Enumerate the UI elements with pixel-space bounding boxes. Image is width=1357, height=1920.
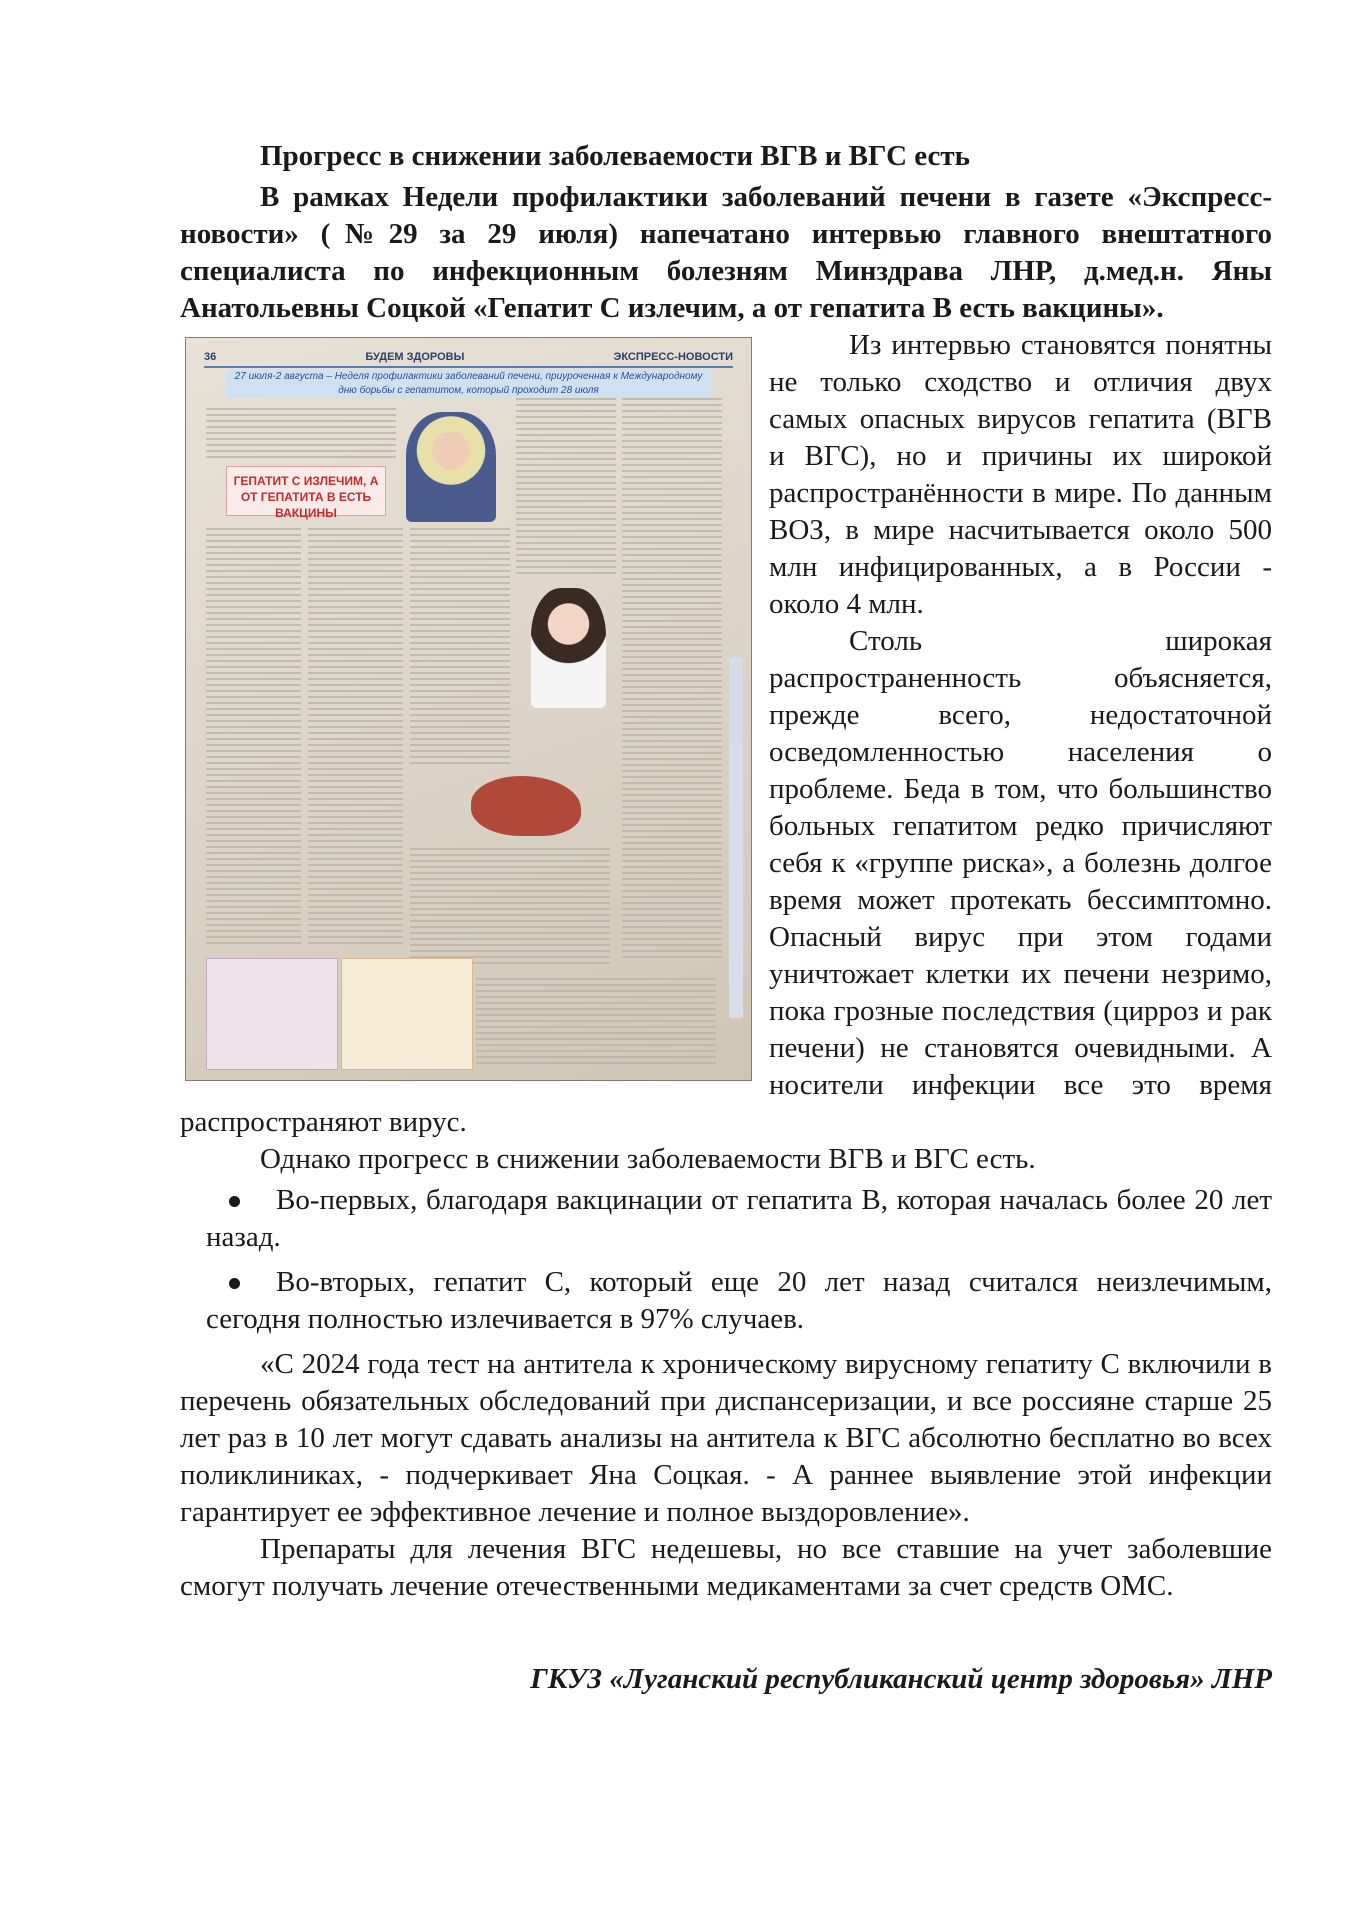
newspaper-page-number: 36 bbox=[204, 351, 217, 363]
article-lead: В рамках Недели профилактики заболеваний печени в газете «Экспресс-новости» (№29 за 29 июля) напечатано интервью главного внештатного специалиста по инфекционным болезням Минздрава ЛНР, д.мед.н. Яны Анатольевны Соцкой «Гепатит С излечим, а от гепатита В есть вакцины». bbox=[180, 181, 1272, 324]
newspaper-ad-box bbox=[341, 958, 473, 1070]
newspaper-text-block bbox=[206, 408, 396, 458]
paragraph-5: Препараты для лечения ВГС недешевы, но все ставшие на учет заболевшие смогут получать лечение отечественными медикаментами за счет средств ОМС. bbox=[180, 1533, 1272, 1602]
newspaper-headline: ГЕПАТИТ С ИЗЛЕЧИМ, А ОТ ГЕПАТИТА В ЕСТЬ ВАКЦИНЫ bbox=[226, 466, 386, 516]
bullet-icon bbox=[229, 1278, 240, 1289]
newspaper-column bbox=[410, 848, 610, 968]
bullet-icon bbox=[229, 1196, 240, 1207]
bullet-text: Во-вторых, гепатит С, который еще 20 лет назад считался неизлечимым, сегодня полностью излечивается в 97% случаев. bbox=[206, 1266, 1272, 1335]
bullet-list bbox=[180, 1182, 1272, 1338]
newspaper-section: БУДЕМ ЗДОРОВЫ bbox=[365, 351, 465, 363]
newspaper-photo bbox=[185, 337, 752, 1081]
newspaper-side-strip bbox=[729, 658, 743, 1018]
bullet-item bbox=[180, 1264, 1272, 1338]
newspaper-column bbox=[476, 978, 716, 1068]
bullet-item bbox=[180, 1182, 1272, 1256]
newspaper-doctor-photo bbox=[531, 588, 606, 708]
newspaper-ad-box bbox=[206, 958, 338, 1070]
paragraph-3: Однако прогресс в снижении заболеваемости ВГВ и ВГС есть. bbox=[260, 1143, 1036, 1175]
paragraph-1: Из интервью становятся понятны не только сходство и отличия двух самых опасных вирусов гепатита (ВГВ и ВГС), но и причины их широкой распространённости в мире. По данным ВОЗ, в мире насчитывается около 500 млн инфицированных, а в России - около 4 млн. bbox=[769, 329, 1272, 620]
newspaper-title: ЭКСПРЕСС-НОВОСТИ bbox=[613, 351, 733, 363]
newspaper-column bbox=[308, 528, 403, 948]
signature: ГКУЗ «Луганский республиканский центр здоровья» ЛНР bbox=[530, 1663, 1272, 1695]
article-title: Прогресс в снижении заболеваемости ВГВ и ВГС есть bbox=[260, 140, 970, 172]
newspaper-column bbox=[516, 398, 616, 578]
paragraph-2: Столь широкая распространенность объясняется, прежде всего, недостаточной осведомленностью населения о проблеме. Беда в том, что большинство больных гепатитом редко причисляют себя к «группе риска», а болезнь долгое время может протекать бессимптомно. Опасный вирус при этом годами уничтожает клетки их печени незримо, пока грозные последствия (цирроз и рак печени) не становятся очевидными. А носители инфекции все это время распространяют вирус. bbox=[180, 625, 1272, 1138]
document-page bbox=[180, 138, 1272, 1727]
newspaper-banner: 27 июля-2 августа – Неделя профилактики заболеваний печени, приуроченная к Международному дню борьбы с гепатитом, который проходит 28 июля bbox=[226, 370, 711, 398]
newspaper-header bbox=[204, 348, 733, 368]
liver-illustration bbox=[471, 776, 581, 836]
newspaper-column bbox=[622, 398, 722, 958]
newspaper-portrait-photo bbox=[406, 412, 496, 522]
newspaper-column bbox=[206, 528, 301, 948]
newspaper-column bbox=[410, 528, 510, 768]
bullet-text: Во-первых, благодаря вакцинации от гепатита В, которая началась более 20 лет назад. bbox=[206, 1184, 1272, 1253]
paragraph-4: «С 2024 года тест на антитела к хроническому вирусному гепатиту С включили в перечень обязательных обследований при диспансеризации, и все россияне старше 25 лет раз в 10 лет могут сдавать анализы на антитела к ВГС абсолютно бесплатно во всех поликлиниках, - подчеркивает Яна Соцкая. - А раннее выявление этой инфекции гарантирует ее эффективное лечение и полное выздоровление». bbox=[180, 1348, 1272, 1528]
